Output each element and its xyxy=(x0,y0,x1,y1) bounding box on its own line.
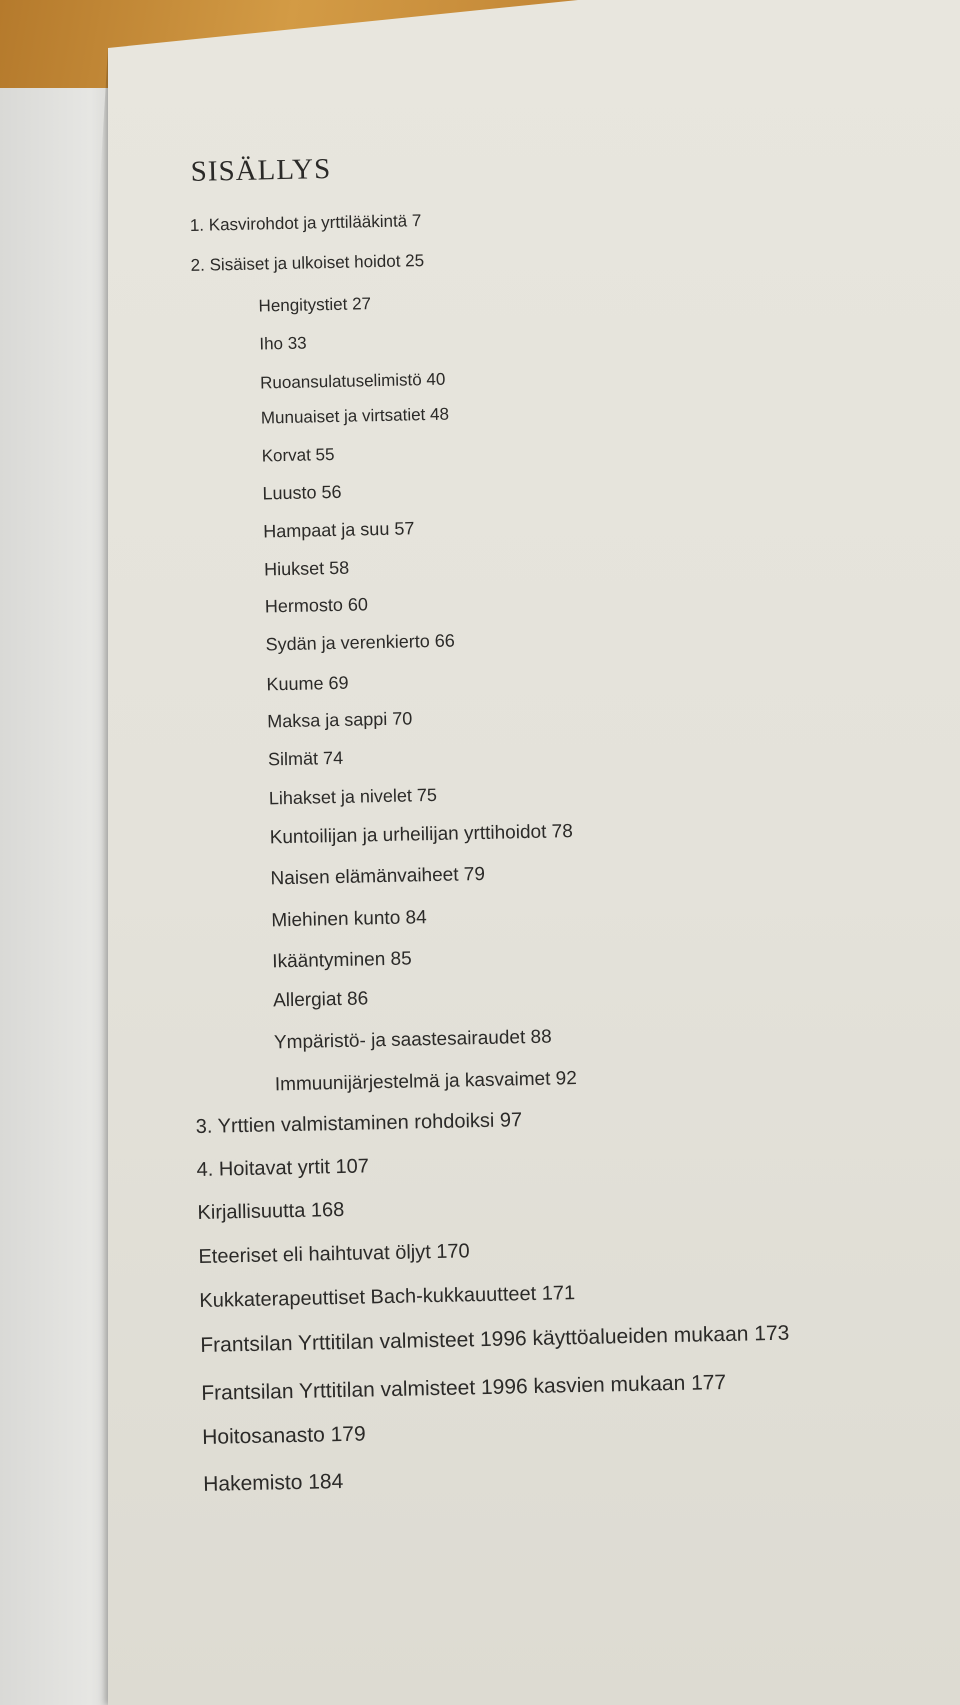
toc-entry-chapter: 1. Kasvirohdot ja yrttilääkintä 7 xyxy=(189,211,422,235)
toc-entry-subsection: Munuaiset ja virtsatiet 48 xyxy=(260,404,450,428)
toc-entry-subsection: Kuume 69 xyxy=(266,672,349,695)
toc-entry-subsection: Hiukset 58 xyxy=(263,557,350,580)
toc-entry-backmatter: Kirjallisuutta 168 xyxy=(197,1198,345,1224)
page-title: SISÄLLYS xyxy=(190,152,332,188)
toc-entry-subsection: Immuunijärjestelmä ja kasvaimet 92 xyxy=(274,1068,578,1096)
toc-entry-subsection: Sydän ja verenkierto 66 xyxy=(265,630,455,655)
toc-entry-backmatter: Eteeriset eli haihtuvat öljyt 170 xyxy=(198,1240,470,1268)
toc-entry-subsection: Silmät 74 xyxy=(267,747,344,770)
toc-entry-backmatter: Hakemisto 184 xyxy=(202,1470,344,1496)
toc-entry-subsection: Ruoansulatuselimistö 40 xyxy=(259,369,446,393)
toc-entry-chapter: 2. Sisäiset ja ulkoiset hoidot 25 xyxy=(190,251,425,275)
toc-entry-subsection: Allergiat 86 xyxy=(272,988,369,1012)
toc-entry-subsection: Hengitystiet 27 xyxy=(258,294,372,316)
toc-entry-subsection: Hampaat ja suu 57 xyxy=(263,518,415,542)
toc-entry-subsection: Hermosto 60 xyxy=(264,594,369,617)
toc-entry-backmatter: Hoitosanasto 179 xyxy=(202,1422,366,1449)
toc-entry-subsection: Naisen elämänvaiheet 79 xyxy=(270,863,486,890)
toc-entry-chapter: 4. Hoitavat yrtit 107 xyxy=(196,1155,370,1182)
toc-entry-subsection: Kuntoilijan ja urheilijan yrttihoidot 78 xyxy=(269,821,573,849)
toc-entry-subsection: Ympäristö- ja saastesairaudet 88 xyxy=(273,1026,552,1054)
toc-entry-backmatter: Frantsilan Yrttitilan valmisteet 1996 käyttöalueiden mukaan 173 xyxy=(200,1321,790,1357)
toc-entry-chapter: 3. Yrttien valmistaminen rohdoiksi 97 xyxy=(195,1109,523,1139)
toc-entry-subsection: Iho 33 xyxy=(259,333,307,354)
toc-entry-subsection: Luusto 56 xyxy=(262,481,342,504)
toc-entry-backmatter: Kukkaterapeuttiset Bach-kukkauutteet 171 xyxy=(199,1282,576,1312)
toc-entry-subsection: Lihakset ja nivelet 75 xyxy=(268,784,438,809)
toc-entry-backmatter: Frantsilan Yrttitilan valmisteet 1996 kasvien mukaan 177 xyxy=(201,1370,727,1405)
toc-entry-subsection: Miehinen kunto 84 xyxy=(271,907,427,932)
toc-entry-subsection: Ikääntyminen 85 xyxy=(272,948,412,973)
toc-entry-subsection: Maksa ja sappi 70 xyxy=(267,708,413,732)
toc-entry-subsection: Korvat 55 xyxy=(261,444,335,466)
